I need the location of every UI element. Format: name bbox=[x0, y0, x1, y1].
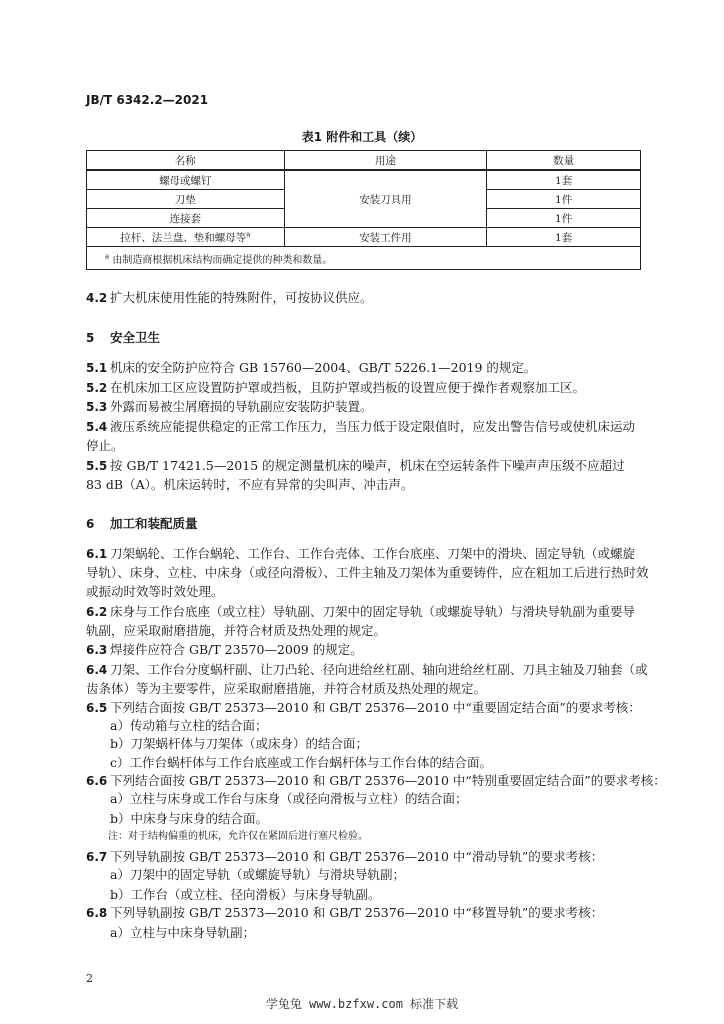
clause-number: 5.1 bbox=[86, 361, 108, 375]
list-item: b）中床身与床身的结合面。 bbox=[110, 811, 269, 826]
clause-number: 5.4 bbox=[86, 420, 108, 434]
page-number: 2 bbox=[86, 972, 93, 985]
clause-continuation bbox=[86, 475, 413, 494]
clause-paragraph bbox=[86, 456, 625, 476]
clause-paragraph bbox=[86, 544, 635, 564]
clause-continuation bbox=[86, 679, 486, 698]
column-header: 名称 bbox=[87, 151, 285, 171]
clause-text: 下列导轨副按 GB/T 25373—2010 和 GB/T 25376—2010 中“滑动导轨”的要求考核： bbox=[110, 849, 604, 864]
clause-paragraph bbox=[86, 771, 666, 791]
clause-paragraph bbox=[86, 378, 585, 398]
cell-qty: 1套 bbox=[487, 228, 641, 247]
clause-text: 床身与工作台底座（或立柱）导轨副、刀架中的固定导轨（或螺旋导轨）与滑块导轨副为重要导 bbox=[110, 604, 636, 619]
clause-text: 液压系统应能提供稳定的正常工作压力，当压力低于设定限值时，应发出警告信号或使机床运动 bbox=[110, 419, 636, 434]
clause-text: 下列结合面按 GB/T 25373—2010 和 GB/T 25376—2010 中“特别重要固定结合面”的要求考核： bbox=[110, 773, 666, 788]
cell-name: 拉杆、法兰盘、垫和螺母等$^a$ bbox=[87, 228, 285, 247]
cell-name: 连接套 bbox=[87, 209, 285, 228]
clause-text: 轨副，应采取耐磨措施，并符合材质及热处理的规定。 bbox=[86, 623, 387, 638]
clause-paragraph bbox=[86, 903, 603, 923]
clause-text: 扩大机床使用性能的特殊附件，可按协议供应。 bbox=[110, 290, 373, 305]
clause-number: 6.7 bbox=[86, 850, 108, 864]
clause-number: 5.5 bbox=[86, 459, 108, 473]
clause-paragraph bbox=[86, 417, 635, 437]
list-item: b）工作台（或立柱、径向滑板）与床身导轨副。 bbox=[110, 887, 381, 902]
accessories-table bbox=[86, 150, 641, 270]
clause-text: 刀架蜗轮、工作台蜗轮、工作台、工作台壳体、工作台底座、刀架中的滑块、固定导轨（或螺旋 bbox=[110, 546, 636, 561]
watermark-footer: 学兔兔 www.bzfxw.com 标准下载 bbox=[265, 997, 459, 1011]
clause-number: 6.4 bbox=[86, 663, 108, 677]
table-header-row bbox=[87, 151, 641, 171]
clause-number: 6.8 bbox=[86, 906, 108, 920]
cell-qty: 1件 bbox=[487, 190, 641, 209]
clause-number: 5.2 bbox=[86, 381, 108, 395]
list-item: a）立柱与床身或工作台与床身（或径向滑板与立柱）的结合面； bbox=[110, 791, 468, 806]
clause-paragraph bbox=[86, 847, 603, 867]
clause-text: 焊接件应符合 GB/T 23570—2009 的规定。 bbox=[110, 642, 363, 657]
clause-paragraph bbox=[86, 660, 648, 680]
clause-text: 或振动时效等时效处理。 bbox=[86, 584, 224, 599]
section-title: 加工和装配质量 bbox=[110, 516, 198, 531]
clause-continuation bbox=[86, 563, 649, 582]
list-item: a）刀架中的固定导轨（或螺旋导轨）与滑块导轨副； bbox=[110, 867, 405, 882]
clause-text: 外露而易被尘屑磨损的导轨副应安装防护装置。 bbox=[110, 399, 373, 414]
clause-number: 6.6 bbox=[86, 774, 108, 788]
footnote-ref: a bbox=[246, 230, 251, 238]
section-number: 5 bbox=[86, 331, 95, 345]
clause-number: 4.2 bbox=[86, 291, 108, 305]
clause-continuation bbox=[86, 436, 124, 455]
clause-number: 6.1 bbox=[86, 547, 108, 561]
clause-number: 6.3 bbox=[86, 643, 108, 657]
table-title: 表1 附件和工具（续） bbox=[301, 130, 423, 144]
clause-text: 停止。 bbox=[86, 438, 124, 453]
cell-name: 螺母或螺钉 bbox=[87, 170, 285, 190]
clause-text: 在机床加工区应设置防护罩或挡板，且防护罩或挡板的设置应便于操作者观察加工区。 bbox=[110, 380, 586, 395]
clause-number: 6.5 bbox=[86, 701, 108, 715]
clause-text: 下列结合面按 GB/T 25373—2010 和 GB/T 25376—2010 中“重要固定结合面”的要求考核： bbox=[110, 700, 641, 715]
clause-continuation bbox=[86, 582, 224, 601]
clause-paragraph bbox=[86, 698, 641, 718]
standard-code: JB/T 6342.2—2021 bbox=[86, 93, 209, 107]
cell-name: 刀垫 bbox=[87, 190, 285, 209]
table-row bbox=[87, 228, 641, 247]
clause-text: 刀架、工作台分度蜗杆副、让刀凸轮、径向进给丝杠副、轴向进给丝杠副、刀具主轴及刀轴套（或 bbox=[110, 662, 648, 677]
cell-qty: 1套 bbox=[487, 170, 641, 190]
clause-text: 下列导轨副按 GB/T 25373—2010 和 GB/T 25376—2010 中“移置导轨”的要求考核： bbox=[110, 905, 604, 920]
section-title: 安全卫生 bbox=[110, 330, 161, 345]
list-item: a）传动箱与立柱的结合面； bbox=[110, 718, 268, 733]
column-header: 数量 bbox=[487, 151, 641, 171]
clause-paragraph bbox=[86, 397, 373, 417]
note: 注：对于结构偏重的机床，允许仅在紧固后进行塞尺检验。 bbox=[108, 831, 368, 842]
list-item: c）工作台蜗杆体与工作台底座或工作台蜗杆体与工作台体的结合面。 bbox=[110, 755, 493, 770]
cell-use: 安装工件用 bbox=[284, 228, 487, 247]
clause-number: 5.3 bbox=[86, 400, 108, 414]
section-number: 6 bbox=[86, 517, 95, 531]
clause-paragraph bbox=[86, 358, 536, 378]
list-item: a）立柱与中床身导轨副； bbox=[110, 925, 255, 940]
clause-continuation bbox=[86, 621, 386, 640]
clause-number: 6.2 bbox=[86, 605, 108, 619]
table-row bbox=[87, 170, 641, 190]
clause-text: 按 GB/T 17421.5—2015 的规定测量机床的噪声，机床在空运转条件下噪声声压级不应超过 bbox=[110, 458, 625, 473]
list-item: b）刀架蜗杆体与刀架体（或床身）的结合面； bbox=[110, 736, 369, 751]
cell-use-merged: 安装刀具用 bbox=[284, 170, 487, 228]
clause-text: 导轨）、床身、立柱、中床身（或径向滑板）、工件主轴及刀架体为重要铸件，应在粗加工后进行热时效 bbox=[86, 565, 649, 580]
clause-text: 机床的安全防护应符合 GB 15760—2004、GB/T 5226.1—2019 的规定。 bbox=[110, 360, 537, 375]
table-footnote: $^a$ 由制造商根据机床结构而确定提供的种类和数量。 bbox=[87, 247, 641, 270]
clause-paragraph bbox=[86, 602, 635, 622]
clause-paragraph bbox=[86, 640, 363, 660]
cell-qty: 1件 bbox=[487, 209, 641, 228]
section-heading bbox=[86, 514, 198, 534]
clause-text: 83 dB（A）。机床运转时，不应有异常的尖叫声、冲击声。 bbox=[86, 477, 414, 492]
section-heading bbox=[86, 328, 160, 348]
column-header: 用途 bbox=[284, 151, 487, 171]
clause-paragraph bbox=[86, 288, 373, 308]
table-footnote-row bbox=[87, 247, 641, 270]
clause-text: 齿条体）等为主要零件，应采取耐磨措施，并符合材质及热处理的规定。 bbox=[86, 681, 487, 696]
